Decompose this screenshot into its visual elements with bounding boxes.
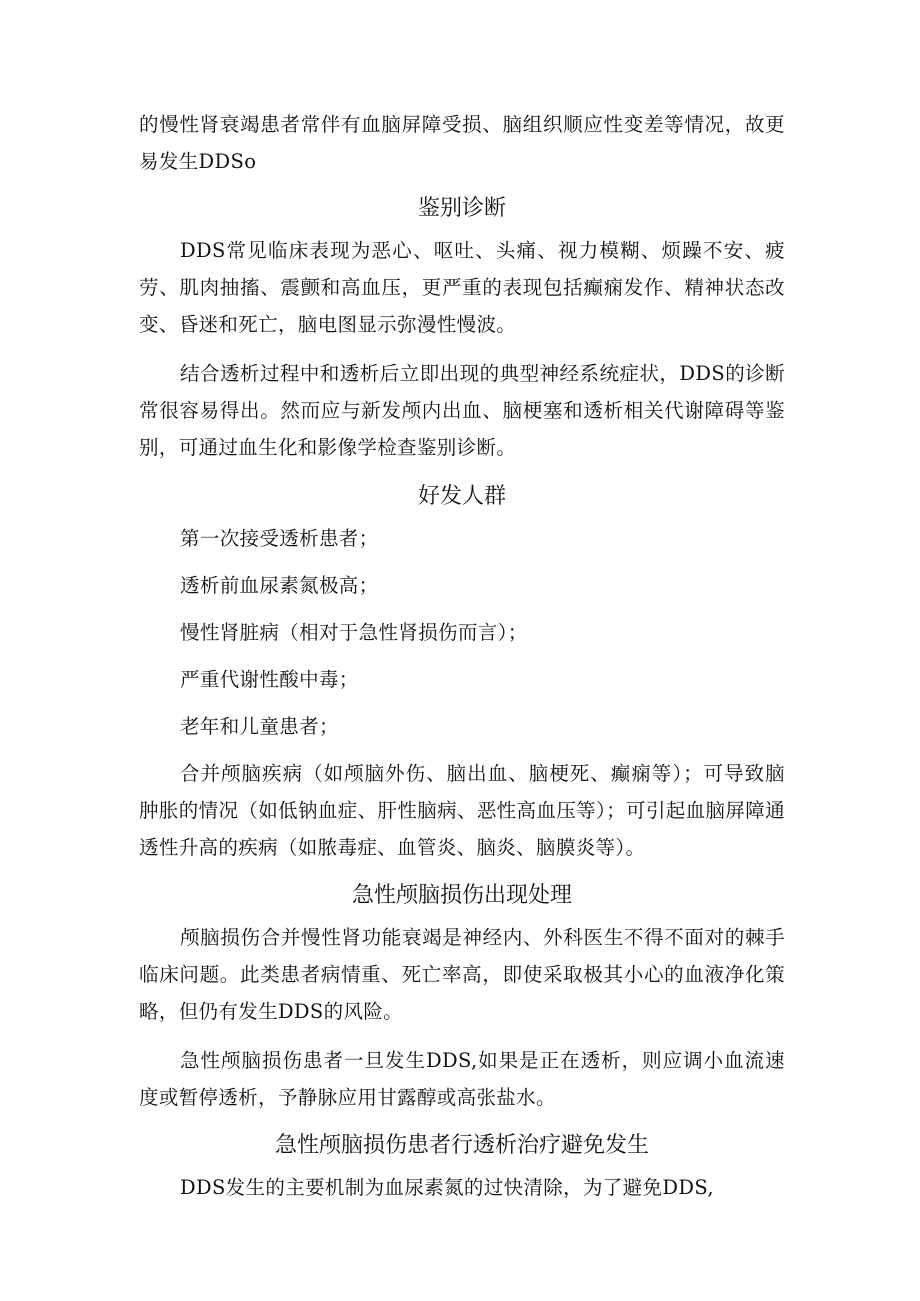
population-list — [139, 520, 785, 866]
avoidance-paragraph-1: DDS发生的主要机制为血尿素氮的过快清除，为了避免DDS, — [180, 1176, 714, 1199]
population-item-1: 第一次接受透析患者； — [180, 527, 379, 550]
document-body — [139, 106, 785, 1206]
heading-acute-brain-injury-treatment: 急性颅脑损伤出现处理 — [351, 883, 572, 908]
intro-paragraph: 的慢性肾衰竭患者常伴有血脑屏障受损、脑组织顺应性变差等情况，故更易发生DDSo — [139, 113, 785, 173]
diagnosis-paragraph-2: 结合透析过程中和透析后立即出现的典型神经系统症状，DDS的诊断常很容易得出。然而应与新发颅内出血、脑梗塞和透析相关代谢障碍等鉴别，可通过血生化和影像学检查鉴别诊断。 — [139, 362, 785, 459]
population-item-2: 透析前血尿素氮极高； — [180, 574, 379, 597]
population-item-3: 慢性肾脏病（相对于急性肾损伤而言）； — [180, 621, 528, 644]
population-item-5: 老年和儿童患者； — [180, 715, 339, 738]
population-item-6: 合并颅脑疾病（如颅脑外伤、脑出血、脑梗死、癫痫等）；可导致脑肿胀的情况（如低钠血症、肝性脑病、恶性高血压等）；可引起血脑屏障通透性升高的疾病（如脓毒症、血管炎、脑炎、脑膜炎等）。 — [139, 762, 785, 859]
heading-high-risk-population: 好发人群 — [417, 484, 506, 509]
population-item-4: 严重代谢性酸中毒； — [180, 668, 359, 691]
treatment-paragraph-1: 颅脑损伤合并慢性肾功能衰竭是神经内、外科医生不得不面对的棘手临床问题。此类患者病情重、死亡率高，即使采取极其小心的血液净化策略，但仍有发生DDS的风险。 — [139, 926, 785, 1023]
heading-dialysis-avoidance: 急性颅脑损伤患者行透析治疗避免发生 — [274, 1133, 649, 1158]
heading-differential-diagnosis: 鉴别诊断 — [417, 196, 506, 221]
diagnosis-paragraph-1: DDS常见临床表现为恶心、呕吐、头痛、视力模糊、烦躁不安、疲劳、肌肉抽搐、震颤和高血压，更严重的表现包括癫痫发作、精神状态改变、昏迷和死亡，脑电图显示弥漫性慢波。 — [139, 239, 785, 336]
treatment-paragraph-2: 急性颅脑损伤患者一旦发生DDS,如果是正在透析，则应调小血流速度或暂停透析，予静脉应用甘露醇或高张盐水。 — [139, 1049, 785, 1109]
